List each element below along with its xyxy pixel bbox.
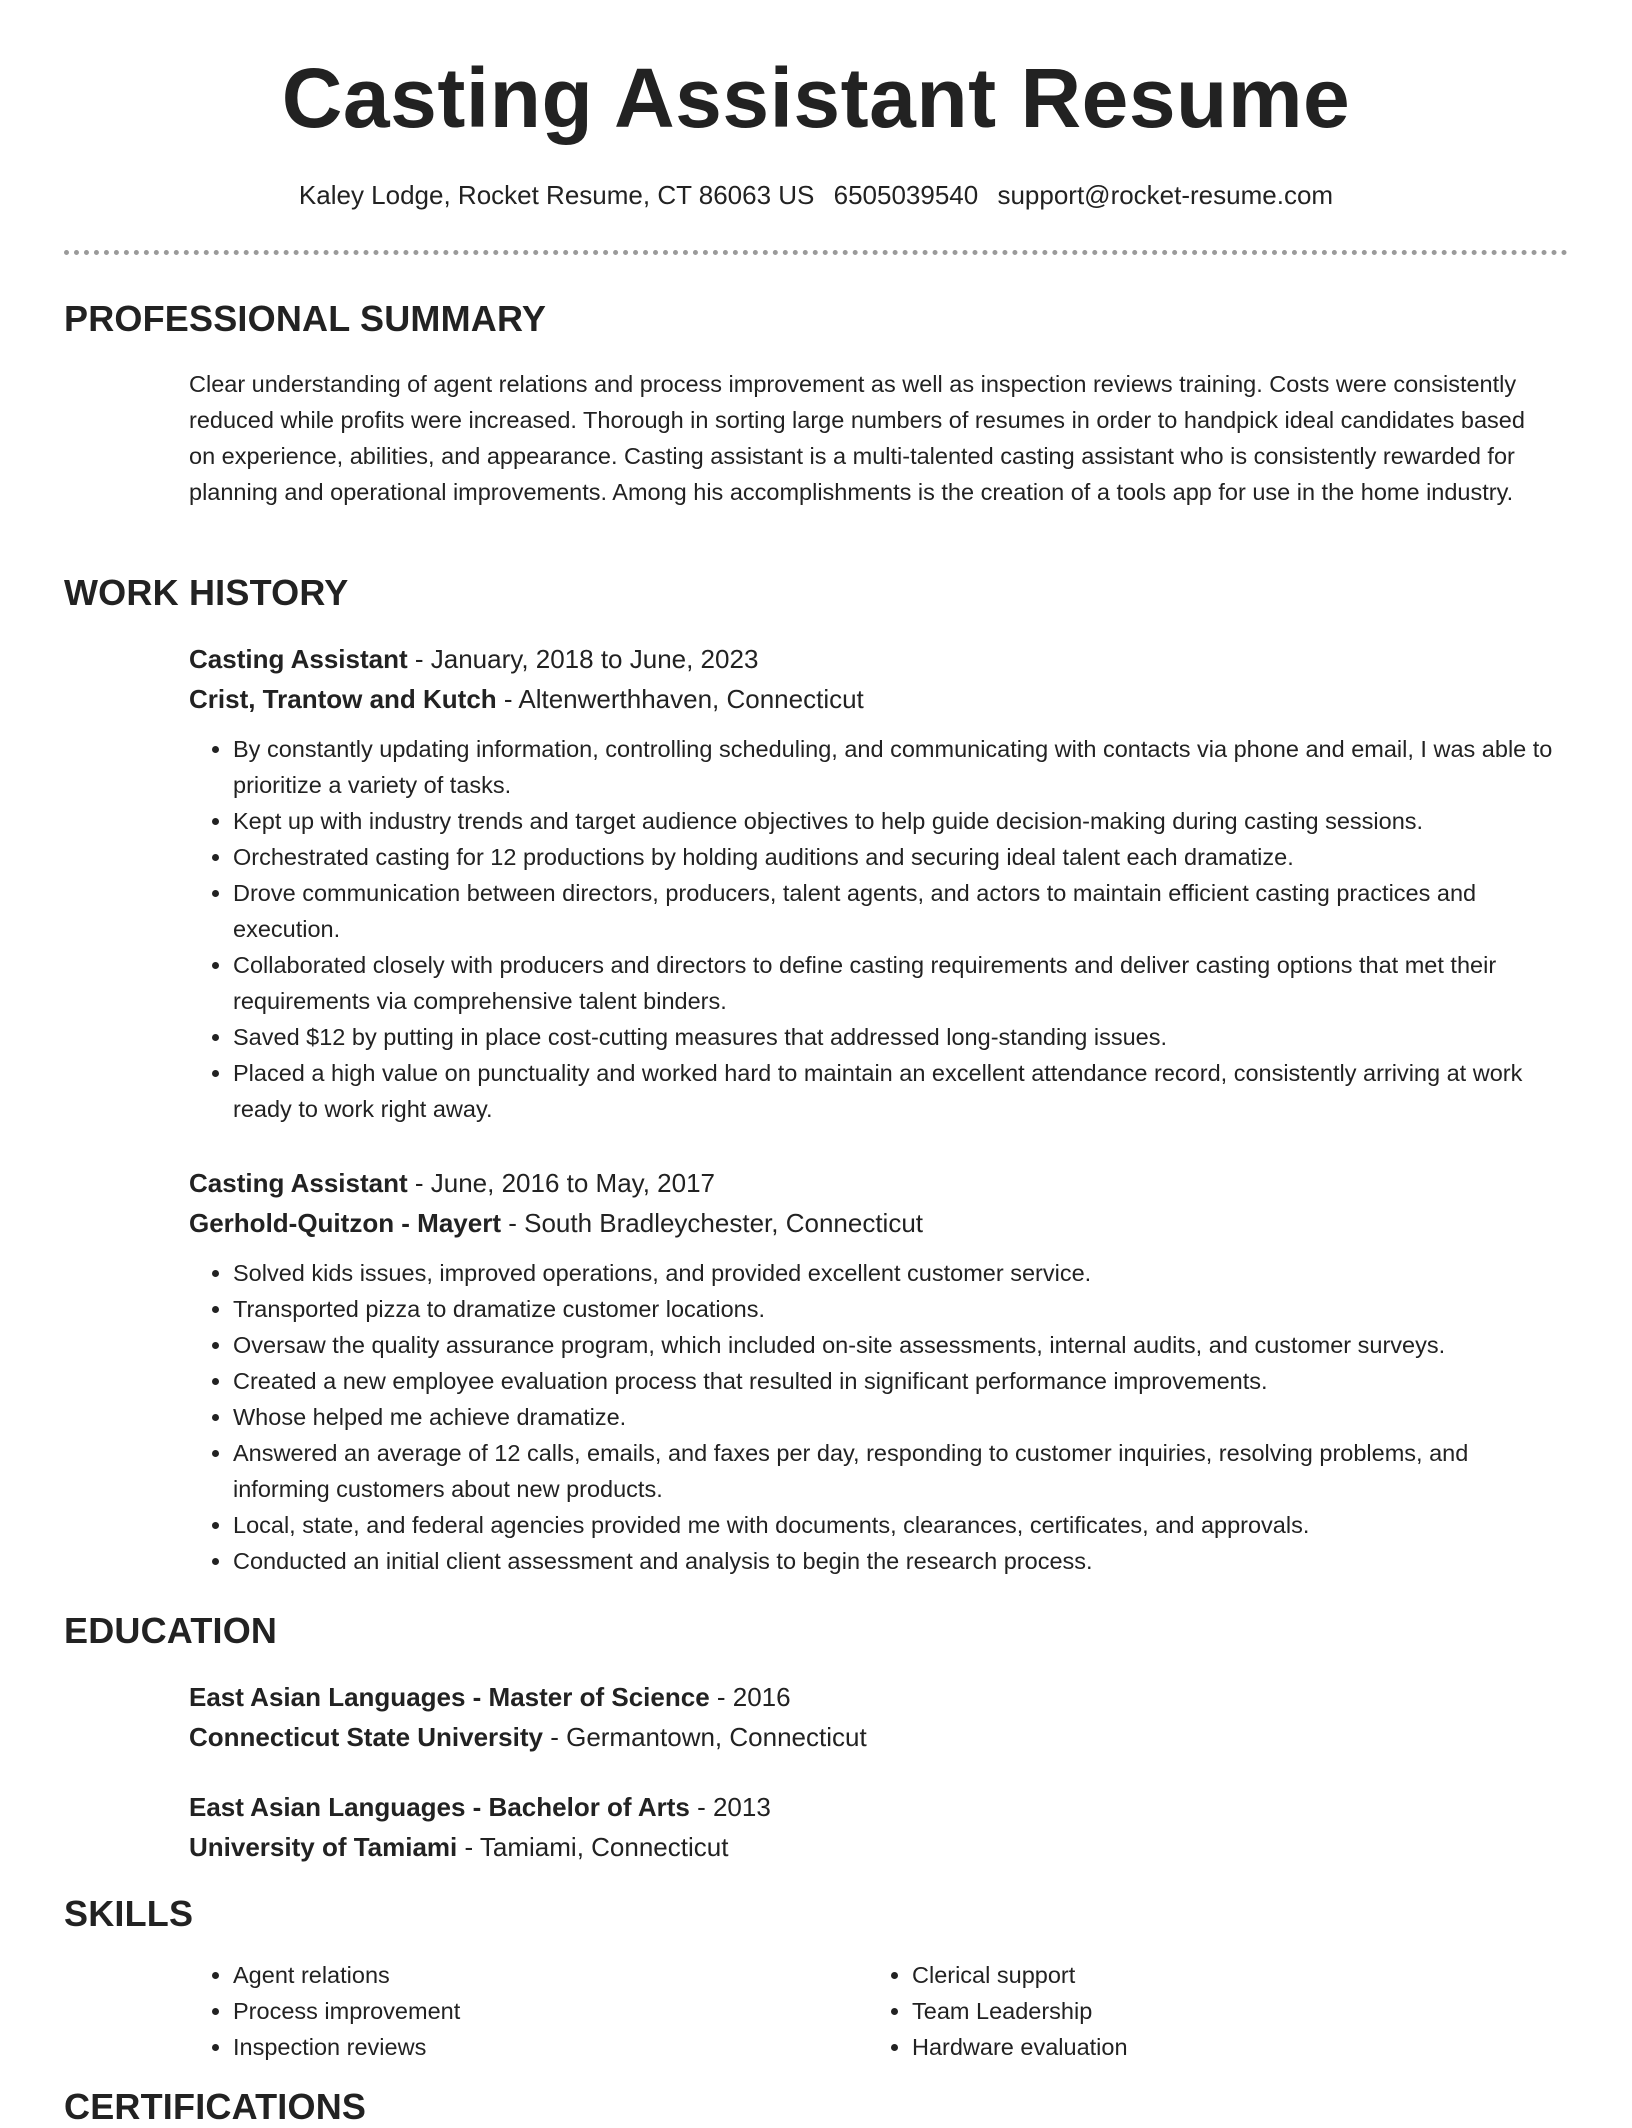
job-title-line [189, 639, 1569, 679]
job-company-line [189, 1203, 1569, 1243]
job-bullet: • Kept up with industry trends and target audience objectives to help guide decision-making during casting sessions. [233, 803, 1569, 839]
school: Connecticut State University [189, 1722, 543, 1752]
job-dates: - January, 2018 to June, 2023 [407, 644, 759, 674]
contact-email: support@rocket-resume.com [997, 180, 1334, 210]
contact-address: Kaley Lodge, Rocket Resume, CT 86063 US [298, 180, 815, 210]
contact-phone: 6505039540 [833, 180, 979, 210]
school: University of Tamiami [189, 1832, 458, 1862]
job-bullet: • Placed a high value on punctuality and worked hard to maintain an excellent attendance record, consistently arriving at work ready to work right away. [233, 1055, 1569, 1127]
contact-line [0, 180, 1632, 211]
job-location: - Altenwerthhaven, Connecticut [496, 684, 864, 714]
degree-line [189, 1677, 1569, 1717]
page-title: Casting Assistant Resume [281, 51, 1351, 145]
job-title: Casting Assistant [189, 644, 408, 674]
degree-year: - 2013 [689, 1792, 771, 1822]
header-divider [64, 250, 1568, 255]
job-title-line [189, 1163, 1569, 1203]
job-bullet: • Whose helped me achieve dramatize. [233, 1399, 1569, 1435]
skill-item: • Agent relations [233, 1957, 853, 1993]
job-bullet: • Conducted an initial client assessment and analysis to begin the research process. [233, 1543, 1569, 1579]
job-bullet: • Solved kids issues, improved operations, and provided excellent customer service. [233, 1255, 1569, 1291]
skill-item: • Team Leadership [912, 1993, 1532, 2029]
school-location: - Tamiami, Connecticut [457, 1832, 729, 1862]
job-bullets [189, 731, 1569, 1127]
job-bullet: • Created a new employee evaluation process that resulted in significant performance improvements. [233, 1363, 1569, 1399]
job-entry-1 [189, 639, 1569, 1127]
job-title: Casting Assistant [189, 1168, 408, 1198]
skills-list-left [189, 1957, 853, 2065]
job-bullet: • By constantly updating information, controlling scheduling, and communicating with contacts via phone and email, I was able to prioritize a variety of tasks. [233, 731, 1569, 803]
job-bullet: • Transported pizza to dramatize customer locations. [233, 1291, 1569, 1327]
degree-year: - 2016 [709, 1682, 791, 1712]
job-bullet: • Saved $12 by putting in place cost-cutting measures that addressed long-standing issues. [233, 1019, 1569, 1055]
work-history-heading: WORK HISTORY [64, 572, 349, 613]
school-line [189, 1827, 1569, 1867]
skill-item: • Clerical support [912, 1957, 1532, 1993]
education-heading: EDUCATION [64, 1610, 278, 1651]
skills-heading: SKILLS [64, 1893, 194, 1934]
education-entry-2 [189, 1787, 1569, 1867]
job-company: Gerhold-Quitzon - Mayert [189, 1208, 501, 1238]
summary-heading: PROFESSIONAL SUMMARY [64, 298, 547, 339]
school-line [189, 1717, 1569, 1757]
degree: East Asian Languages - Master of Science [189, 1682, 710, 1712]
job-entry-2 [189, 1163, 1569, 1579]
skill-item: • Hardware evaluation [912, 2029, 1532, 2065]
skill-item: • Inspection reviews [233, 2029, 853, 2065]
summary-text: Clear understanding of agent relations and process improvement as well as inspection reviews training. Costs were consistently reduced while profits were increased. Thorough in sorting large numbers of resumes in order to handpick ideal candidates based on experience, abilities, and appearance. Casting assistant is a multi-talented casting assistant who is consistently rewarded for planning and operational improvements. Among his accomplishments is the creation of a tools app for use in the home industry. [189, 371, 1525, 505]
degree: East Asian Languages - Bachelor of Arts [189, 1792, 690, 1822]
job-bullets [189, 1255, 1569, 1579]
job-bullet: • Collaborated closely with producers and directors to define casting requirements and deliver casting options that met their requirements via comprehensive talent binders. [233, 947, 1569, 1019]
job-bullet: • Answered an average of 12 calls, emails, and faxes per day, responding to customer inquiries, resolving problems, and informing customers about new products. [233, 1435, 1569, 1507]
job-bullet: • Drove communication between directors, producers, talent agents, and actors to maintain efficient casting practices and execution. [233, 875, 1569, 947]
job-location: - South Bradleychester, Connecticut [501, 1208, 924, 1238]
skill-item: • Process improvement [233, 1993, 853, 2029]
job-dates: - June, 2016 to May, 2017 [407, 1168, 716, 1198]
job-company-line [189, 679, 1569, 719]
degree-line [189, 1787, 1569, 1827]
skills-list-right [868, 1957, 1532, 2065]
job-company: Crist, Trantow and Kutch [189, 684, 497, 714]
job-bullet: • Orchestrated casting for 12 productions by holding auditions and securing ideal talent each dramatize. [233, 839, 1569, 875]
education-entry-1 [189, 1677, 1569, 1757]
school-location: - Germantown, Connecticut [542, 1722, 867, 1752]
job-bullet: • Local, state, and federal agencies provided me with documents, clearances, certificates, and approvals. [233, 1507, 1569, 1543]
job-bullet: • Oversaw the quality assurance program, which included on-site assessments, internal audits, and customer surveys. [233, 1327, 1569, 1363]
certifications-heading: CERTIFICATIONS [64, 2086, 367, 2127]
